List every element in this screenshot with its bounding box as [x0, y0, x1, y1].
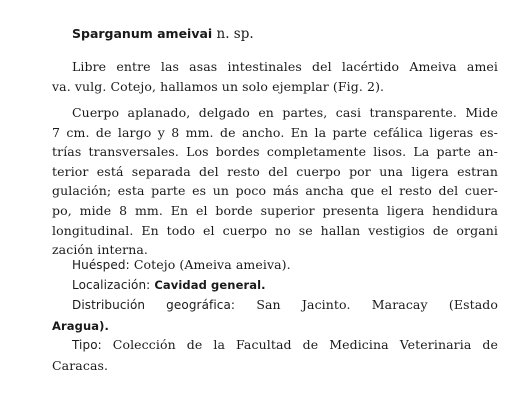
text-line: 7 cm. de largo y 8 mm. de ancho. En la parte cefálica ligeras es- — [52, 124, 498, 140]
text-line: trías transversales. Los bordes completamente lisos. La parte an- — [52, 144, 498, 160]
text-line: zación interna. — [52, 242, 149, 258]
distribution-value: San Jacinto. Maracay (Estado — [256, 297, 498, 312]
field-host — [52, 255, 498, 276]
text-line: terior está separada del resto del cuerpo por una ligera estran — [52, 163, 498, 179]
paragraph-description — [52, 103, 498, 260]
location-label: Localización: — [72, 278, 151, 292]
text-line: Cuerpo aplanado, delgado en partes, casi transparente. Mide — [72, 105, 498, 120]
distribution-label: Distribución geográfica: — [72, 298, 236, 312]
paragraph-habitat — [52, 57, 498, 96]
type-value: Colección de la Facultad de Medicina Veterinaria de — [112, 337, 498, 352]
host-value: Cotejo (Ameiva ameiva). — [133, 257, 291, 272]
field-distribution — [52, 295, 498, 336]
text-line: gulación; esta parte es un poco más ancha que el resto del cuer- — [52, 183, 498, 199]
species-status: n. sp. — [216, 26, 254, 42]
type-label: Tipo: — [72, 338, 102, 352]
text-line: Libre entre las asas intestinales del lacértido Ameiva amei — [72, 59, 498, 74]
location-value: Cavidad general. — [154, 278, 266, 292]
species-title — [72, 26, 254, 42]
text-line: po, mide 8 mm. En el borde superior presenta ligera hendidura — [52, 202, 498, 218]
text-line: va. vulg. Cotejo, hallamos un solo ejemplar (Fig. 2). — [52, 78, 385, 94]
distribution-value-cont: Aragua). — [52, 318, 109, 333]
field-location — [52, 275, 498, 296]
field-type — [52, 335, 498, 375]
host-label: Huésped: — [72, 258, 130, 272]
type-value-cont: Caracas. — [52, 357, 109, 373]
text-line: longitudinal. En todo el cuerpo no se hallan vestigios de organi — [52, 222, 498, 238]
species-name: Sparganum ameivai — [72, 26, 213, 41]
